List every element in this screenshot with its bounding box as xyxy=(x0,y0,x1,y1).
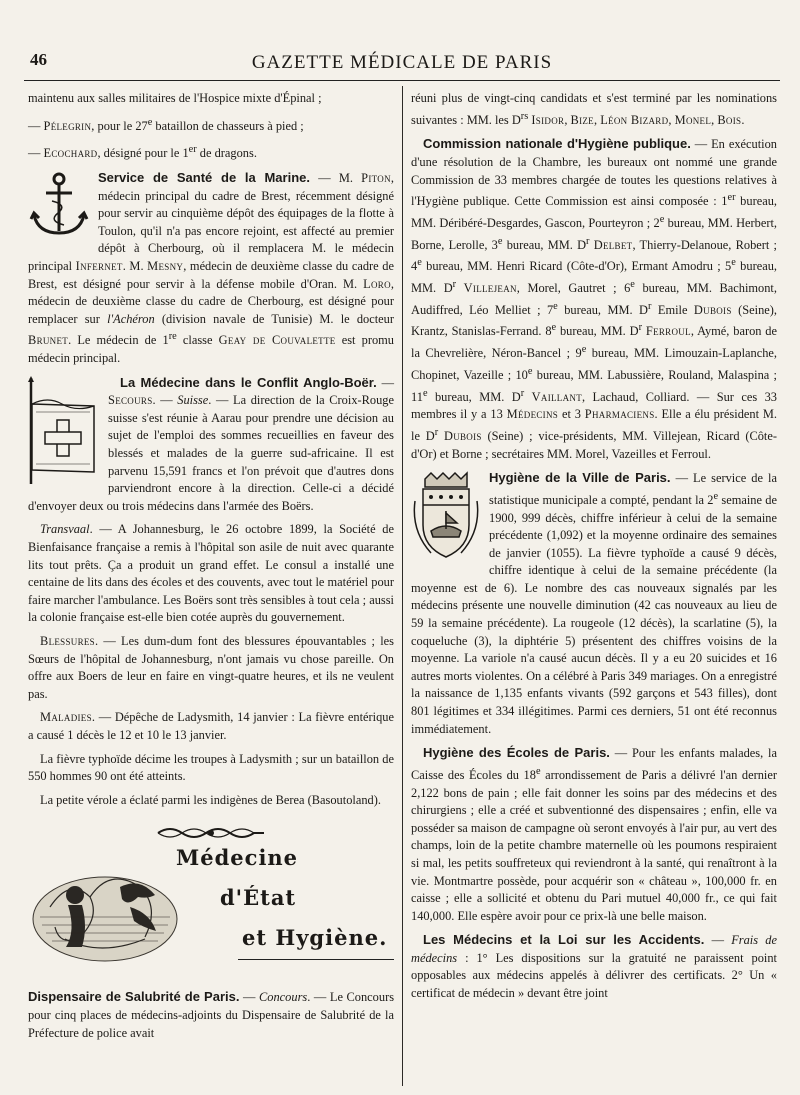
text-run: e xyxy=(630,278,635,290)
text-run: semaine de 1900, 999 décès, chiffre inférieur à celui de la semaine précédente (1,092) et la moyenne ordinaire des semaines de janvier (1055). La fièvre typhoïde a causé 9 décès, chiffre identique à celui de la semaine précédente (la moyenne est de 6). Le nombre des cas nouveaux signalés par les médecins présente une nouvelle diminution (42 cas nouveaux au lieu de 59 la semaine précédente). La rougeole (12 décès), la scarlatine (5), la coqueluche (3), la diphtérie 5) présentent des chiffres voisins de la moyenne. La variole n'a causé aucun décès. Il y a eu 20 suicides et 16 autres morts violentes. On a célébré à Paris 349 mariages. On a enregistré la naissance de 1,135 enfants vivants (592 garçons et 543 filles), dont 801 légitimes et 334 illégitimes. Parmi ces derniers, 51 ont été reconnus immédiatement. xyxy=(411,492,777,736)
text-run: Transvaal xyxy=(40,522,90,537)
text-run: (Seine) ; vice-présidents, MM. Villejean, Ricard (Côte-d'Or) et Borne ; secrétaires MM. Morel, Vazeilles et Ferroul. xyxy=(411,429,777,461)
text-run: r xyxy=(452,278,457,290)
section-title-line-1: Médecine xyxy=(176,845,299,871)
text-run: La fièvre typhoïde décime les troupes à Ladysmith ; sur un bataillon de 550 hommes 90 ont été atteints. xyxy=(28,751,394,784)
text-run: e xyxy=(147,116,153,128)
paragraph xyxy=(411,135,777,463)
text-run: r xyxy=(434,426,439,438)
text-run: r xyxy=(638,322,643,334)
text-run: , Aymé, baron de la Chevrelière, Néron-Bancel ; 9 xyxy=(411,324,778,361)
text-run: Piton xyxy=(361,171,391,186)
section-heading: Service de Santé de la Marine. xyxy=(98,170,310,186)
text-run: , médecin de deuxième classe du cadre de Cherbourg, est désigné pour remplacer sur xyxy=(28,276,394,326)
text-run: Léon Bizard xyxy=(600,112,669,127)
text-run: est promu médecin principal. xyxy=(28,333,395,366)
text-run: , pour le 27 xyxy=(91,118,148,133)
text-run: e xyxy=(731,257,736,269)
text-run: — xyxy=(28,146,44,161)
text-run: Blessures xyxy=(40,634,95,648)
text-run: bureau, MM. Limouzain-Laplanche, Chopinet, Vazeille ; 10 xyxy=(411,346,778,382)
text-run: de dragons. xyxy=(196,146,257,161)
section-title-line-3: et Hygiène. xyxy=(242,925,388,951)
text-run: — Le service de la statistique municipale a compté, pendant la 2 xyxy=(489,471,777,507)
paragraph xyxy=(28,521,394,627)
text-run: Dubois xyxy=(443,429,482,443)
intro-paragraphs xyxy=(28,90,394,163)
text-run xyxy=(456,281,464,295)
column-divider xyxy=(402,86,403,1086)
text-run: maintenu aux salles militaires de l'Hospice mixte d'Épinal ; xyxy=(28,91,322,105)
text-run: r xyxy=(647,300,652,312)
text-run: r xyxy=(520,387,525,399)
text-run: Vaillant xyxy=(531,389,582,404)
text-run: Brunet xyxy=(28,333,69,348)
text-run: — xyxy=(28,118,44,133)
accidents-paragraphs xyxy=(411,931,777,1002)
text-run: : 1° Les dispositions sur la gratuité ne paraissent point opposables aux médecins appelés à délivrer des certificats. 2° Un « certificat de médecin » devant être joint xyxy=(411,950,777,1001)
journal-title: GAZETTE MÉDICALE DE PARIS xyxy=(251,52,553,73)
text-run: bureau, MM. Henri Ricard (Côte-d'Or), Ermant Amodru ; 5 xyxy=(421,259,732,274)
paragraph xyxy=(28,633,394,703)
text-run: er xyxy=(188,144,197,156)
text-run: Isidor xyxy=(531,112,565,127)
text-run: Bize xyxy=(570,112,594,127)
text-run: Concours xyxy=(259,990,308,1005)
text-run: Pharmaciens xyxy=(584,407,655,422)
paris-coat-of-arms-icon xyxy=(411,471,481,563)
text-run: bureau, MM. Labussière, Rouland, Malaspina ; 11 xyxy=(411,367,777,404)
text-run: bureau, MM. Bachimont, Audiffred, Léo Melliet ; 7 xyxy=(411,281,777,317)
text-run: e xyxy=(659,213,665,225)
text-run: bureau, MM. D xyxy=(502,237,587,252)
text-run: . Le médecin de 1 xyxy=(68,333,169,348)
text-run: . — xyxy=(152,393,178,408)
boer-section xyxy=(28,374,394,816)
text-run: rs xyxy=(520,110,529,122)
text-run: bureau, MM. D xyxy=(557,302,648,317)
text-run: — M. xyxy=(310,171,362,186)
nominations-paragraph xyxy=(411,90,777,129)
text-run: Emile xyxy=(651,302,694,317)
paragraph xyxy=(411,744,777,925)
section-heading: Hygiène des Écoles de Paris. xyxy=(423,745,610,761)
title-rule xyxy=(238,959,394,960)
section-heading: Dispensaire de Salubrité de Paris. xyxy=(28,989,240,1005)
left-column xyxy=(28,90,394,1048)
right-column xyxy=(411,90,777,1009)
paragraph xyxy=(28,792,394,810)
text-run: bureau, MM. D xyxy=(427,389,521,404)
text-run: Ecochard xyxy=(43,146,98,161)
text-run: e xyxy=(417,257,422,269)
text-run: bureau, MM. D xyxy=(411,259,777,296)
text-run: Secours xyxy=(108,393,153,408)
text-run: e xyxy=(581,344,587,356)
text-run: réuni plus de vingt-cinq candidats et s'est terminé par les nominations suivantes : MM. les D xyxy=(411,91,777,127)
text-run: . xyxy=(741,112,745,127)
text-run: e xyxy=(497,235,503,247)
text-run: — Pour les enfants malades, la Caisse des Écoles du 18 xyxy=(411,746,777,782)
text-run: , désigné pour le 1 xyxy=(97,146,189,161)
text-run: (division navale de Tunisie) M. le docteur xyxy=(154,311,394,326)
paragraph xyxy=(28,114,394,136)
text-run: re xyxy=(168,331,177,343)
section-heading: Commission nationale d'Hygiène publique. xyxy=(423,136,691,152)
text-run: Delbet xyxy=(593,237,633,252)
text-run: — xyxy=(376,375,394,390)
text-run: Pélegrin xyxy=(43,118,92,133)
paragraph xyxy=(28,751,394,786)
text-run: , Thierry-Delanoue, Robert ; 4 xyxy=(411,237,777,274)
text-run: , xyxy=(711,112,718,127)
text-run: l'Achéron xyxy=(107,311,155,326)
text-run: e xyxy=(535,765,541,777)
text-run: , Morel, Gautret ; 6 xyxy=(516,281,631,296)
text-run: , Lachaud, Colliard. — Sur ces 33 membres il y a 13 xyxy=(411,389,777,422)
text-run: . — La direction de la Croix-Rouge suisse s'est réunie à Aarau pour prendre une décision au sujet de l'emploi des sommes recueillies en faveur des blessés et malades de la guerre sud-africaine. Il est parvenu 15,591 francs et l'on prévoit que d'autres dons parviendront encore à la direction. Celle-ci a décidé d'envoyer deux ou trois médecins dans l'armée des Boërs. xyxy=(28,393,394,513)
text-run: — xyxy=(704,933,732,948)
text-run: Frais de médecins xyxy=(411,933,777,965)
page-number: 46 xyxy=(30,50,47,69)
paragraph xyxy=(28,988,394,1042)
text-run: Bois xyxy=(717,112,742,127)
section-heading: Les Médecins et la Loi sur les Accidents. xyxy=(423,932,705,948)
section-title-line-2: d'État xyxy=(220,885,297,911)
text-run: . — Le Concours pour cinq places de médecins-adjoints du Dispensaire de Salubrité de la Préfecture de police avait xyxy=(28,990,395,1040)
text-run: . Elle a élu président M. le D xyxy=(411,407,777,443)
hygiene-ville-section xyxy=(411,469,777,744)
text-run: er xyxy=(727,192,736,204)
marine-section xyxy=(28,169,394,374)
commission-paragraphs xyxy=(411,135,777,463)
text-run: arrondissement de Paris a délivré l'an dernier 2,122 bons de pain ; elle fait donner les soins par des médecins et des chirurgiens ; elle a créé et subventionné des dispensaires ; enfin, elle va posséder sa maison de campagne où seront envoyés à l'air pur, au vert des champs, loin de la petite chambre maternelle où les poumons respiraient si mal, les petits souffreteux qui reviendront à la santé, qui renaîtront à la vie. Montmartre possède, pour acquérir son « château », 100,000 fr. en caisse ; elle a sollicité et obtenu du Pari mutuel 40,000 fr., ce qui fait 140,000. Elle espère avoir pour ce prix-là une belle maison. xyxy=(411,767,777,923)
text-run: bataillon de chasseurs à pied ; xyxy=(152,118,304,133)
text-run: Loro xyxy=(363,276,391,291)
red-cross-flag-icon xyxy=(28,376,100,486)
text-run: , xyxy=(593,112,601,127)
text-run: Médecins xyxy=(506,407,559,422)
text-run: (Seine), Krantz, Stanislas-Ferrand. 8 xyxy=(411,302,777,339)
text-run: La petite vérole a éclaté parmi les indigènes de Berea (Basoutoland). xyxy=(40,792,381,807)
text-run: Villejean xyxy=(463,281,517,296)
text-run: Ferroul xyxy=(645,324,691,339)
text-run: Monel xyxy=(674,112,712,127)
text-run: , médecin de deuxième classe du cadre de Brest, est désigné pour servir à la défense mobile d'Oran. M. xyxy=(28,259,394,291)
text-run: e xyxy=(551,322,557,334)
mermaid-vignette-illustration xyxy=(30,847,180,965)
section-heading: La Médecine dans le Conflit Anglo-Boër. xyxy=(120,374,377,390)
page-header xyxy=(24,50,780,81)
text-run: Suisse xyxy=(177,393,209,408)
anchor-icon xyxy=(28,171,90,241)
paragraph xyxy=(28,709,394,744)
text-run: — En exécution d'une résolution de la Chambre, les bureaux ont nommé une grande Commission de 33 membres chargée de toutes les questions relatives à l'Hygiène publique. Cette Commission est ainsi composée : 1 xyxy=(411,137,777,209)
text-run: Infernet xyxy=(75,259,123,273)
text-run: bureau, MM. D xyxy=(556,324,639,339)
text-run: bureau, MM. Herbert, Borne, Lerolle, 3 xyxy=(411,215,778,252)
text-run: Geay de Couvalette xyxy=(218,333,336,348)
text-run: e xyxy=(527,365,533,377)
text-run: e xyxy=(553,300,558,312)
text-run: r xyxy=(586,235,590,247)
text-run: , médecin principal du cadre de Brest, récemment désigné pour servir au cinquième dépôt des équipages de la flotte à Toulon, qu'il n'a pas encore rejoint, est affecté au premier dépôt à Cherbourg, où il remplacera M. le médecin principal xyxy=(28,171,394,273)
text-run: . — Dépêche de Ladysmith, 14 janvier : La fièvre entérique a causé 1 décès le 12 et 10 le 13 janvier. xyxy=(28,710,394,742)
text-run: bureau, MM. Déribéré-Desgardes, Gascon, Pourteyron ; 2 xyxy=(411,194,777,230)
text-run: Maladies xyxy=(40,710,92,725)
paragraph xyxy=(411,931,777,1002)
section-heading-figure xyxy=(28,825,394,980)
text-run: , xyxy=(668,112,675,127)
text-run: . — A Johannesburg, le 26 octobre 1899, la Société de Bienfaisance française a remis à l'hôpital son asile de nuit avec quarante lits tout prêts. Ça a produit un grand effet. Le consul a installé une centaine de lits dans des écoles et des couvents, avec tout le matériel pour faire marcher l'ambulance. Les Boërs sont très sensibles à tout cela ; aussi la colonie française est-elle bien cotée auprès du gouvernement. xyxy=(28,522,394,625)
section-heading: Hygiène de la Ville de Paris. xyxy=(489,470,671,486)
text-run: . — Les dum-dum font des blessures épouvantables ; les Sœurs de l'hôpital de Johannesburg, n'ont jamais vu chose pareille. On offre aux Boers de leur en faire en vingt-quatre heures, et ils ne veulent pas. xyxy=(28,634,394,701)
paragraph xyxy=(411,90,777,129)
text-run: classe xyxy=(176,333,219,348)
text-run: , xyxy=(564,112,571,127)
ornament-divider-icon xyxy=(156,825,266,841)
text-run: e xyxy=(422,387,428,399)
text-run: . M. xyxy=(122,259,148,273)
dispensaire-paragraphs xyxy=(28,988,394,1042)
text-run xyxy=(524,390,531,404)
ecoles-paragraphs xyxy=(411,744,777,925)
text-run: e xyxy=(713,490,719,502)
paragraph xyxy=(28,90,394,108)
paragraph xyxy=(28,141,394,163)
text-run: — xyxy=(239,990,260,1005)
text-run: Mesny xyxy=(147,259,184,273)
text-run: Dubois xyxy=(693,302,732,317)
text-run: et 3 xyxy=(558,407,585,422)
